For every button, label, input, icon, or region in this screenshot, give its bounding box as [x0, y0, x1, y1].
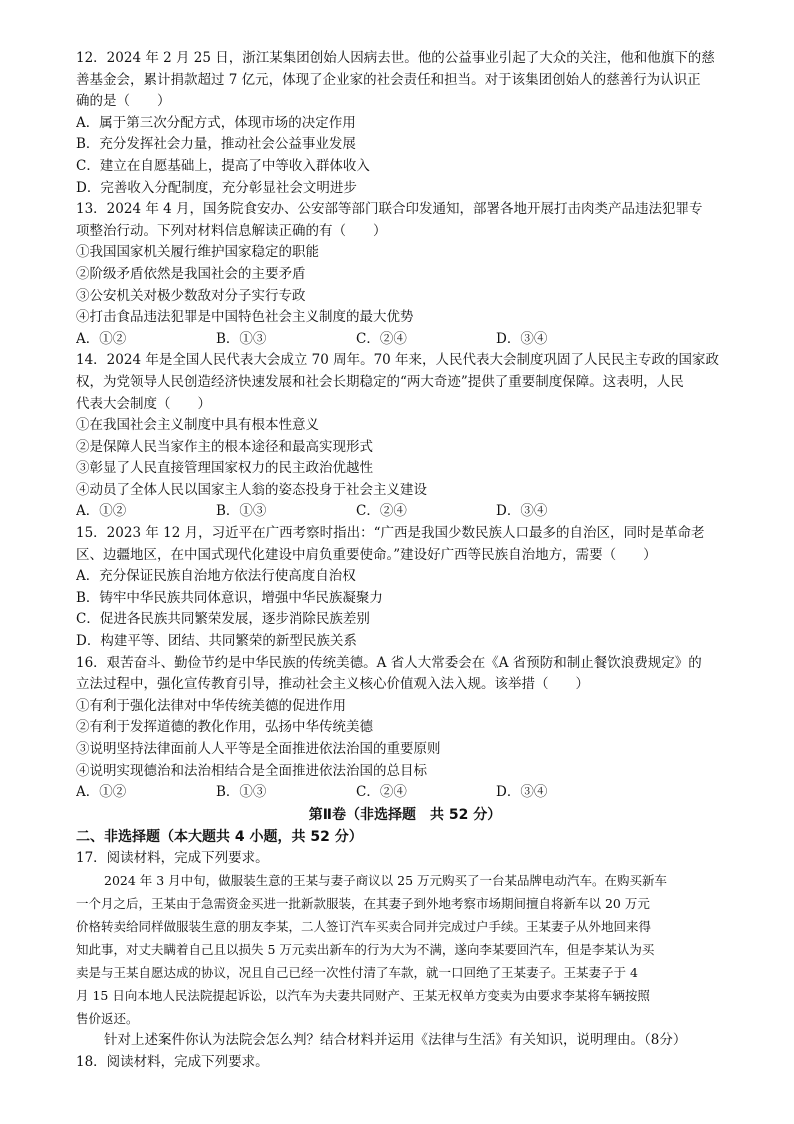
choice-a: A．①②	[76, 503, 127, 520]
statement-4: ④说明实现德治和法治相结合是全面推进依法治国的总目标	[76, 762, 427, 779]
material-line: 月 15 日向本地人民法院提起诉讼，以汽车为夫妻共同财产、王某无权单方变卖为由要求李某将车辆按照	[76, 988, 650, 1004]
material-line: 2024 年 3 月中旬，做服装生意的王某与妻子商议以 25 万元购买了一台某品牌电动汽车。在购买新车	[104, 873, 668, 889]
question-14	[76, 350, 734, 523]
question-stem-line: 权，为党领导人民创造经济快速发展和社会长期稳定的“两大奇迹”提供了重要制度保障。这表明，人民	[76, 373, 684, 390]
choice-a: A．①②	[76, 330, 127, 347]
question-stem-line: 12．2024 年 2 月 25 日，浙江某集团创始人因病去世。他的公益事业引起了大众的关注，他和他旗下的慈	[76, 50, 715, 66]
question-stem-line: 代表大会制度（ ）	[76, 395, 211, 412]
option-a: A．充分保证民族自治地方依法行使高度自治权	[76, 568, 356, 585]
material-line: 售价返还。	[76, 1011, 139, 1027]
choice-c: C．②④	[356, 784, 407, 801]
question-prompt: 针对上述案件你认为法院会怎么判？结合材料并运用《法律与生活》有关知识，说明理由。（8分）	[104, 1032, 687, 1049]
statement-2: ②有利于发挥道德的教化作用，弘扬中华传统美德	[76, 719, 373, 736]
question-header: 17．阅读材料，完成下列要求。	[76, 849, 269, 866]
statement-2: ②阶级矛盾依然是我国社会的主要矛盾	[76, 265, 306, 282]
option-a: A．属于第三次分配方式，体现市场的决定作用	[76, 114, 356, 131]
material-line: 一个月之后，王某由于急需资金买进一批新款服装，在其妻子到外地考察市场期间擅自将新车以 20 万元	[76, 896, 650, 912]
question-stem-line: 13．2024 年 4 月，国务院食安办、公安部等部门联合印发通知，部署各地开展打击肉类产品违法犯罪专	[76, 201, 703, 218]
choice-b: B．①③	[216, 503, 267, 520]
material-line: 价格转卖给同样做服装生意的朋友李某，二人签订汽车买卖合同并完成过户手续。王某妻子从外地回来得	[76, 919, 652, 935]
option-d: D．完善收入分配制度，充分彰显社会文明进步	[76, 179, 357, 196]
statement-4: ④打击食品违法犯罪是中国特色社会主义制度的最大优势	[76, 309, 414, 326]
question-header: 18．阅读材料，完成下列要求。	[76, 1053, 269, 1070]
choice-row	[76, 782, 734, 804]
choice-d: D．③④	[496, 503, 548, 520]
question-stem-line: 项整治行动。下列对材料信息解读正确的有（ ）	[76, 222, 387, 239]
statement-1: ①在我国社会主义制度中具有根本性意义	[76, 417, 319, 434]
option-c: C．建立在自愿基础上，提高了中等收入群体收入	[76, 157, 370, 174]
question-16	[76, 653, 734, 804]
choice-c: C．②④	[356, 330, 407, 347]
material-line: 卖是与王某自愿达成的协议，况且自己已经一次性付清了车款，就一口回绝了王某妻子。王某妻子于 4	[76, 965, 638, 981]
choice-b: B．①③	[216, 784, 267, 801]
choice-d: D．③④	[496, 784, 548, 801]
question-stem-line: 善基金会，累计捐款超过 7 亿元，体现了企业家的社会责任和担当。对于该集团创始人的慈善行为认识正	[76, 71, 701, 88]
choice-d: D．③④	[496, 330, 548, 347]
option-b: B．铸牢中华民族共同体意识，增强中华民族凝聚力	[76, 589, 383, 606]
choice-c: C．②④	[356, 503, 407, 520]
question-stem-line: 立法过程中，强化宣传教育引导，推动社会主义核心价值观入法入规。该举措（ ）	[76, 676, 589, 693]
option-b: B．充分发挥社会力量，推动社会公益事业发展	[76, 136, 356, 153]
statement-3: ③公安机关对极少数敌对分子实行专政	[76, 287, 306, 304]
question-13	[76, 199, 734, 350]
statement-4: ④动员了全体人民以国家主人翁的姿态投身于社会主义建设	[76, 481, 427, 498]
question-18	[76, 1052, 734, 1074]
statement-1: ①我国国家机关履行维护国家稳定的职能	[76, 244, 319, 261]
question-stem-line: 14．2024 年是全国人民代表大会成立 70 周年。70 年来，人民代表大会制度巩固了人民民主专政的国家政	[76, 352, 720, 369]
material-line: 知此事，对丈夫瞒着自己且以损失 5 万元卖出新车的行为大为不满，遂向李某要回汽车，但是李某认为买	[76, 942, 655, 958]
question-stem-line: 确的是（ ）	[76, 93, 171, 110]
section-2-title: 二、非选择题（本大题共 4 小题，共 52 分）	[76, 828, 363, 845]
question-15	[76, 523, 734, 653]
option-c: C．促进各民族共同繁荣发展，逐步消除民族差别	[76, 611, 370, 628]
statement-3: ③说明坚持法律面前人人平等是全面推进依法治国的重要原则	[76, 741, 441, 757]
choice-b: B．①③	[216, 330, 267, 347]
choice-row	[76, 501, 734, 523]
question-stem-line: 16．艰苦奋斗、勤俭节约是中华民族的传统美德。A 省人大常委会在《A 省预防和制止餐饮浪费规定》的	[76, 654, 702, 671]
statement-2: ②是保障人民当家作主的根本途径和最高实现形式	[76, 438, 373, 455]
question-17	[76, 848, 734, 1052]
question-stem-line: 15．2023 年 12 月，习近平在广西考察时指出：“广西是我国少数民族人口最多的自治区，同时是革命老	[76, 525, 705, 542]
question-stem-line: 区、边疆地区，在中国式现代化建设中肩负重要使命。”建设好广西等民族自治地方，需要（ ）	[76, 546, 657, 563]
statement-1: ①有利于强化法律对中华传统美德的促进作用	[76, 697, 346, 714]
statement-3: ③彰显了人民直接管理国家权力的民主政治优越性	[76, 460, 373, 477]
choice-row	[76, 329, 734, 351]
option-d: D．构建平等、团结、共同繁荣的新型民族关系	[76, 633, 357, 650]
question-12	[76, 48, 734, 199]
part-2-title: 第Ⅱ卷（非选择题 共 52 分）	[308, 806, 502, 823]
choice-a: A．①②	[76, 784, 127, 801]
